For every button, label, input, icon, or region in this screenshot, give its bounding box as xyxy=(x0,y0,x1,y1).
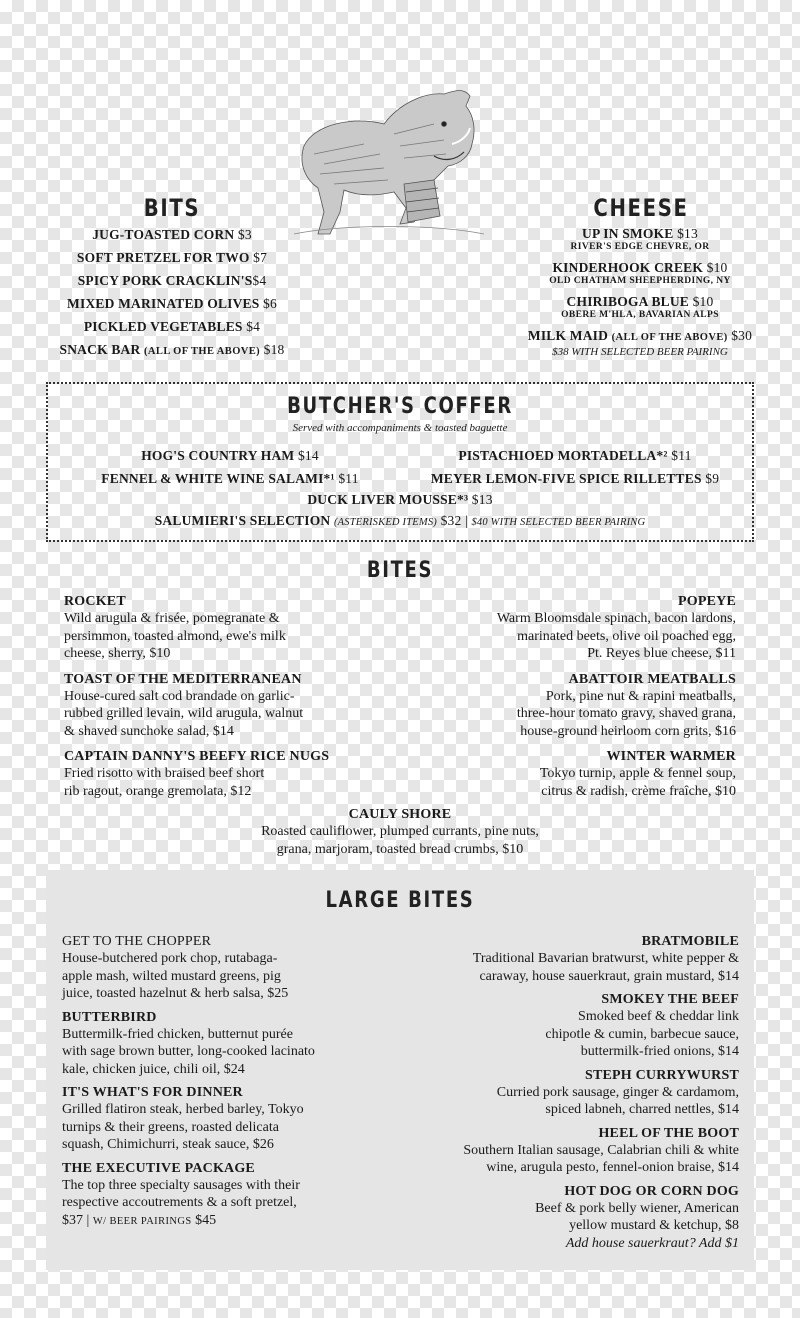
coffer-right-list xyxy=(410,444,740,490)
bits-list xyxy=(40,223,304,363)
menu-item: SPICY PORK CRACKLIN'S$4 xyxy=(77,273,267,288)
menu-item: PICKLED VEGETABLES $4 xyxy=(83,319,261,334)
dish: BUTTERBIRD Buttermilk-fried chicken, butternut purée with sage brown butter, long-cooked lacinato kale, chicken juice, chili oil, $24 xyxy=(62,1009,315,1077)
menu-item: HOG'S COUNTRY HAM $14 xyxy=(141,448,319,463)
menu-item: FENNEL & WHITE WINE SALAMI*¹ $11 xyxy=(101,471,359,486)
large-bites-title: LARGE BITES xyxy=(325,888,475,913)
dish: ROCKET Wild arugula & frisée, pomegranate & persimmon, toasted almond, ewe's milk cheese, sherry, $10 xyxy=(64,594,286,661)
menu-item: PISTACHIOED MORTADELLA*² $11 xyxy=(458,448,692,463)
large-bites-left-column xyxy=(62,933,402,1230)
bits-title: BITS xyxy=(143,194,201,222)
dish: HOT DOG OR CORN DOG Beef & pork belly wiener, American yellow mustard & ketchup, $8 Add house sauerkraut? Add $1 xyxy=(535,1183,739,1251)
coffer-left-list xyxy=(70,444,390,490)
dish: POPEYE Warm Bloomsdale spinach, bacon lardons, marinated beets, olive oil poached egg, Pt. Reyes blue cheese, $11 xyxy=(496,594,736,661)
bites-left-column xyxy=(64,593,394,800)
menu-item: SNACK BAR (ALL OF THE ABOVE) $18 xyxy=(59,342,285,357)
dish: IT'S WHAT'S FOR DINNER Grilled flatiron steak, herbed barley, Tokyo turnips & their greens, roasted delicata squash, Chimichurri, steak sauce, $26 xyxy=(62,1085,304,1152)
menu-item: JUG-TOASTED CORN $3 xyxy=(92,227,252,242)
menu-item: MEYER LEMON-FIVE SPICE RILLETTES $9 xyxy=(430,471,720,486)
coffer-title: BUTCHER'S COFFER xyxy=(287,394,513,419)
dish: WINTER WARMER Tokyo turnip, apple & fennel soup, citrus & radish, crème fraîche, $10 xyxy=(539,749,736,799)
cheese-title: CHEESE xyxy=(593,194,689,222)
bites-title: BITES xyxy=(366,558,434,583)
dish: HEEL OF THE BOOT Southern Italian sausage, Calabrian chili & white wine, arugula pesto, fennel-onion braise, $14 xyxy=(463,1125,739,1175)
dish: THE EXECUTIVE PACKAGE The top three specialty sausages with their respective accoutrements & a soft pretzel, $37 | W/ BEER PAIRINGS $45 xyxy=(62,1160,300,1228)
cheese-item: CHIRIBOGA BLUE $10 OBERE M'HLA, BAVARIAN ALPS xyxy=(561,294,719,320)
bites-right-column xyxy=(400,593,736,800)
dish: TOAST OF THE MEDITERRANEAN House-cured salt cod brandade on garlic- rubbed grilled levain, wild arugula, walnut & shaved sunchoke salad, $14 xyxy=(64,671,304,739)
dish: CAPTAIN DANNY'S BEEFY RICE NUGS Fried risotto with braised beef short rib ragout, orange gremolata, $12 xyxy=(64,749,330,799)
cheese-item: KINDERHOOK CREEK $10 OLD CHATHAM SHEEPHERDING, NY xyxy=(549,260,731,286)
boar-illustration xyxy=(284,84,494,244)
dish: GET TO THE CHOPPER House-butchered pork chop, rutabaga- apple mash, wilted mustard greens, pig juice, toasted hazelnut & herb salsa, $25 xyxy=(62,934,289,1001)
menu-item: MIXED MARINATED OLIVES $6 xyxy=(67,296,277,311)
coffer-subtitle: Served with accompaniments & toasted baguette xyxy=(292,422,508,434)
dish: STEPH CURRYWURST Curried pork sausage, ginger & cardamom, spiced labneh, charred nettles, $14 xyxy=(496,1067,739,1117)
dish-cauly-shore: CAULY SHORE Roasted cauliflower, plumped currants, pine nuts, grana, marjoram, toasted bread crumbs, $10 xyxy=(261,807,539,857)
cheese-list xyxy=(500,226,780,359)
cheese-item: UP IN SMOKE $13 RIVER'S EDGE CHEVRE, OR xyxy=(570,226,710,252)
menu-item: SOFT PRETZEL FOR TWO $7 xyxy=(76,250,268,265)
cheese-item: MILK MAID (ALL OF THE ABOVE) $30 $38 WITH SELECTED BEER PAIRING xyxy=(527,328,753,358)
large-bites-right-column xyxy=(400,933,739,1252)
dish: BRATMOBILE Traditional Bavarian bratwurst, white pepper & caraway, house sauerkraut, grain mustard, $14 xyxy=(472,934,739,984)
dish: ABATTOIR MEATBALLS Pork, pine nut & rapini meatballs, three-hour tomato gravy, shaved grana, house-ground heirloom corn grits, $16 xyxy=(516,671,736,739)
dish: SMOKEY THE BEEF Smoked beef & cheddar link chipotle & cumin, barbecue sauce, buttermilk-fried onions, $14 xyxy=(545,992,739,1059)
coffer-duck-item: DUCK LIVER MOUSSE*³ $13 xyxy=(307,492,493,507)
coffer-selection: SALUMIERI'S SELECTION (ASTERISKED ITEMS) $32 | $40 WITH SELECTED BEER PAIRING xyxy=(154,513,646,528)
